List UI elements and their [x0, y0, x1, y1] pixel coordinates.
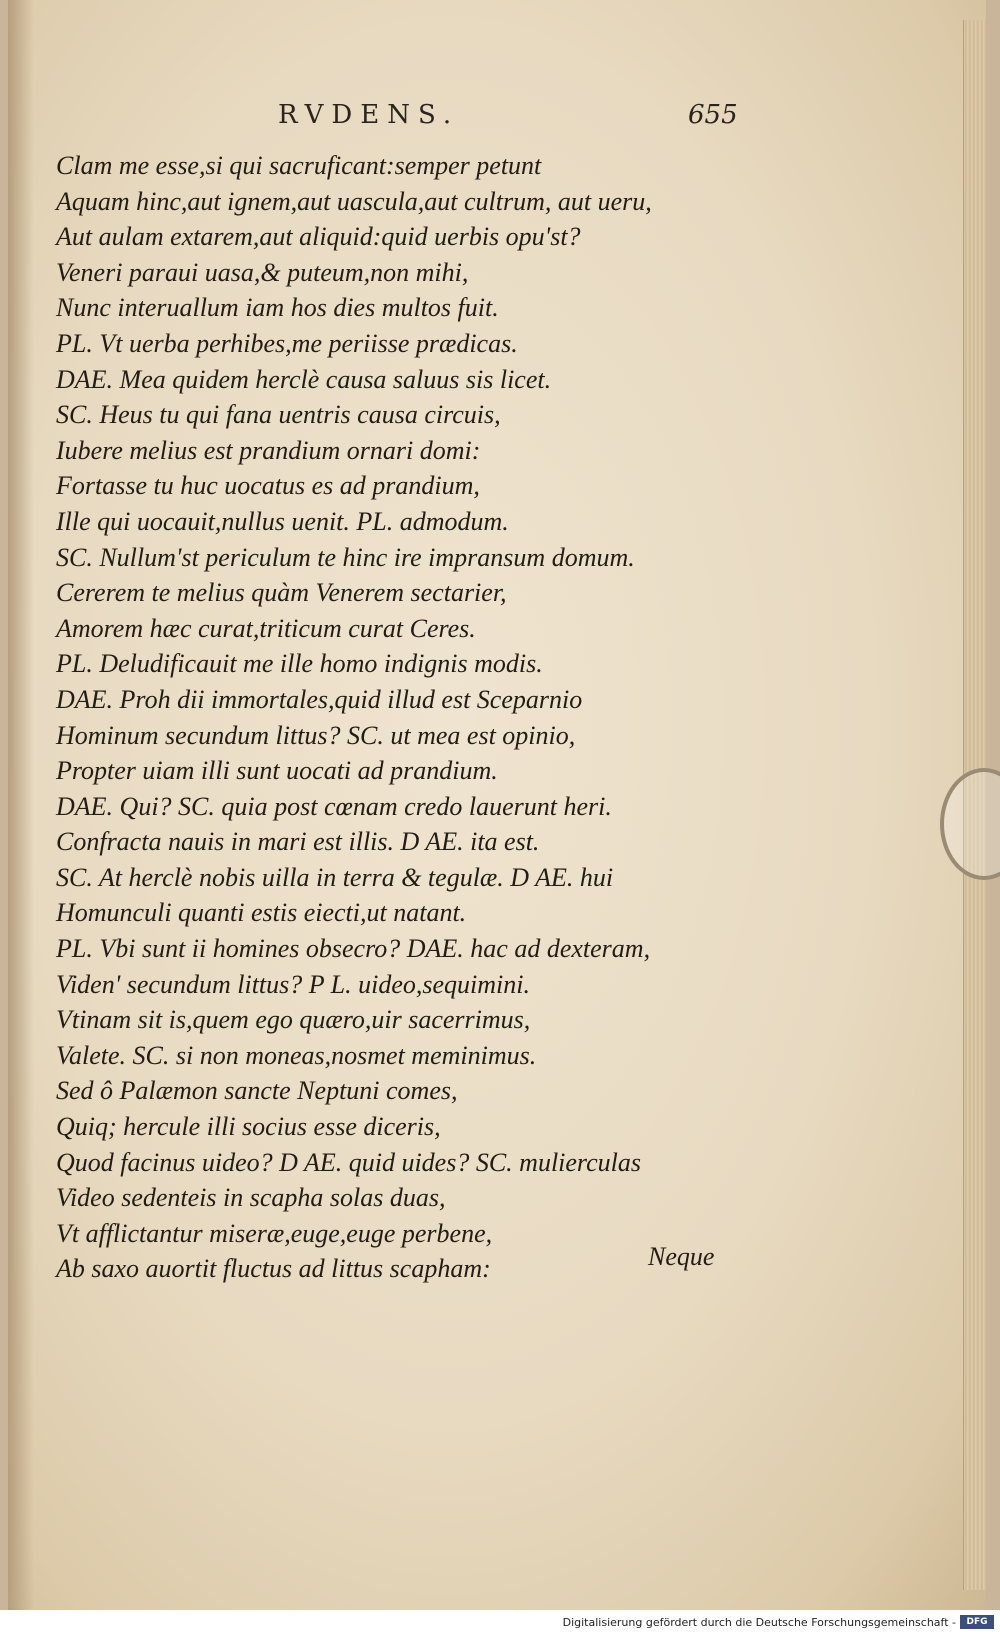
text-line: Propter uiam illi sunt uocati ad prandium.: [56, 756, 498, 786]
gutter-shadow: [8, 0, 34, 1610]
text-line: Sed ô Palæmon sancte Neptuni comes,: [56, 1076, 458, 1106]
text-block: [56, 148, 736, 1287]
text-line: DAE. Qui? SC. quia post cœnam credo lauerunt heri.: [56, 791, 612, 821]
text-line: Clam me esse,si qui sacruficant:semper petunt: [56, 151, 542, 180]
text-line: Quiq; hercule illi socius esse diceris,: [56, 1112, 441, 1142]
text-line: Ille qui uocauit,nullus uenit. PL. admodum.: [56, 506, 509, 536]
text-line: SC. Nullum'st periculum te hinc ire impransum domum.: [56, 542, 635, 572]
text-line: DAE. Mea quidem herclè causa saluus sis licet.: [56, 364, 552, 394]
text-line: PL. Deludificauit me ille homo indignis modis.: [56, 649, 543, 679]
dfg-logo: DFG: [960, 1615, 994, 1629]
text-line: Nunc interuallum iam hos dies multos fuit.: [56, 293, 499, 323]
text-line: Aquam hinc,aut ignem,aut uascula,aut cultrum, aut ueru,: [56, 186, 652, 216]
text-line: Ab saxo auortit fluctus ad littus scapham:: [56, 1254, 491, 1284]
text-line: Veneri paraui uasa,& puteum,non mihi,: [56, 257, 469, 287]
text-line: Hominum secundum littus? SC. ut mea est opinio,: [56, 720, 576, 750]
page-number: 655: [688, 100, 738, 130]
text-line: Confracta nauis in mari est illis. D AE. ita est.: [56, 827, 540, 857]
catchword: Neque: [648, 1242, 715, 1271]
text-line: Vt afflictantur miseræ,euge,euge perbene,: [56, 1218, 493, 1248]
text-line: Aut aulam extarem,aut aliquid:quid uerbis opu'st?: [56, 222, 581, 252]
footer-bar: [0, 1610, 1000, 1636]
text-line: Valete. SC. si non moneas,nosmet meminimus.: [56, 1040, 537, 1070]
text-line: Video sedenteis in scapha solas duas,: [56, 1183, 446, 1213]
text-line: SC. At herclè nobis uilla in terra & tegulæ. D AE. hui: [56, 862, 614, 892]
text-line: Cererem te melius quàm Venerem sectarier,: [56, 578, 507, 608]
text-line: PL. Vt uerba perhibes,me periisse prædicas.: [56, 328, 518, 358]
text-line: DAE. Proh dii immortales,quid illud est Sceparnio: [56, 684, 583, 714]
text-line: Vtinam sit is,quem ego quæro,uir sacerrimus,: [56, 1005, 531, 1035]
text-line: Viden' secundum littus? P L. uideo,sequimini.: [56, 969, 531, 999]
text-line: PL. Vbi sunt ii homines obsecro? DAE. hac ad dexteram,: [56, 934, 651, 964]
book-page: [8, 0, 986, 1610]
text-line: Fortasse tu huc uocatus es ad prandium,: [56, 471, 480, 501]
text-line: SC. Heus tu qui fana uentris causa circuis,: [56, 400, 501, 430]
text-line: Quod facinus uideo? D AE. quid uides? SC. mulierculas: [56, 1147, 641, 1177]
text-line: Amorem hæc curat,triticum curat Ceres.: [56, 613, 476, 643]
running-head: RVDENS.: [278, 100, 460, 130]
footer-credit: Digitalisierung gefördert durch die Deutsche Forschungsgemeinschaft -: [562, 1616, 956, 1629]
text-line: Homunculi quanti estis eiecti,ut natant.: [56, 898, 467, 928]
text-line: Iubere melius est prandium ornari domi:: [56, 435, 481, 465]
